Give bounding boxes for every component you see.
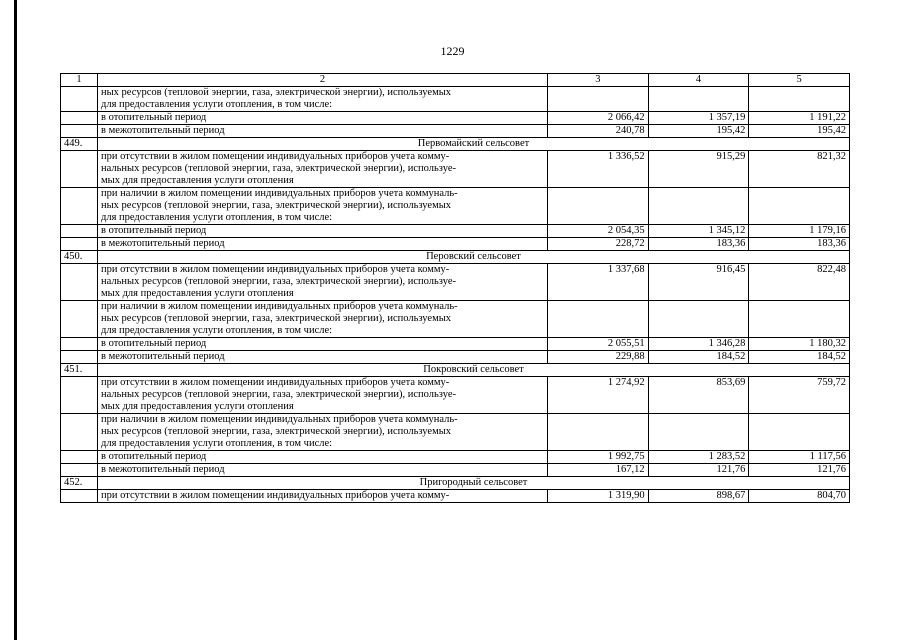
- row-number-cell: [61, 225, 98, 238]
- description-cell: [98, 264, 548, 301]
- value-col-5: 822,48: [749, 264, 850, 301]
- description-line: в отопительный период: [101, 338, 207, 349]
- row-number-cell: [61, 451, 98, 464]
- description-line: ных ресурсов (тепловой энергии, газа, электрической энергии), используемых: [101, 87, 452, 98]
- description-line: для предоставления услуги отопления, в том числе:: [101, 212, 333, 223]
- value-col-4: 1 357,19: [648, 112, 749, 125]
- value-col-4: 195,42: [648, 125, 749, 138]
- description-cell: [98, 490, 548, 503]
- value-col-5: 821,32: [749, 151, 850, 188]
- value-col-4: [648, 414, 749, 451]
- value-col-3: 1 274,92: [548, 377, 649, 414]
- row-number-cell: [61, 490, 98, 503]
- description-line: для предоставления услуги отопления, в том числе:: [101, 438, 333, 449]
- value-col-3: 1 336,52: [548, 151, 649, 188]
- value-col-4: 184,52: [648, 351, 749, 364]
- section-row: [61, 138, 850, 151]
- section-title: Первомайский сельсовет: [98, 138, 850, 151]
- tariff-table-body: [61, 74, 850, 503]
- value-col-5: 759,72: [749, 377, 850, 414]
- value-col-3: [548, 87, 649, 112]
- description-line: в межотопительный период: [101, 125, 225, 136]
- row-number-cell: [61, 377, 98, 414]
- row-number-cell: [61, 112, 98, 125]
- description-cell: [98, 87, 548, 112]
- value-col-3: 1 319,90: [548, 490, 649, 503]
- table-row: [61, 151, 850, 188]
- description-cell: [98, 151, 548, 188]
- value-col-4: [648, 301, 749, 338]
- row-number-cell: [61, 338, 98, 351]
- description-cell: [98, 225, 548, 238]
- table-row: [61, 464, 850, 477]
- table-header-row: [61, 74, 850, 87]
- description-cell: [98, 414, 548, 451]
- section-number: 452.: [61, 477, 98, 490]
- value-col-3: 1 337,68: [548, 264, 649, 301]
- value-col-5: 1 179,16: [749, 225, 850, 238]
- description-line: в межотопительный период: [101, 238, 225, 249]
- description-line: ных ресурсов (тепловой энергии, газа, электрической энергии), используемых: [101, 313, 452, 324]
- value-col-3: 2 054,35: [548, 225, 649, 238]
- description-cell: [98, 377, 548, 414]
- value-col-4: 121,76: [648, 464, 749, 477]
- table-row: [61, 490, 850, 503]
- value-col-5: [749, 414, 850, 451]
- description-cell: [98, 351, 548, 364]
- row-number-cell: [61, 351, 98, 364]
- table-row: [61, 188, 850, 225]
- table-row: [61, 414, 850, 451]
- value-col-5: 183,36: [749, 238, 850, 251]
- value-col-4: 1 346,28: [648, 338, 749, 351]
- value-col-5: 184,52: [749, 351, 850, 364]
- section-number: 451.: [61, 364, 98, 377]
- description-line: для предоставления услуги отопления, в том числе:: [101, 325, 333, 336]
- value-col-4: 853,69: [648, 377, 749, 414]
- value-col-4: 1 345,12: [648, 225, 749, 238]
- value-col-3: 167,12: [548, 464, 649, 477]
- description-line: в отопительный период: [101, 225, 207, 236]
- description-line: мых для предоставления услуги отопления: [101, 288, 294, 299]
- value-col-3: [548, 301, 649, 338]
- section-number: 450.: [61, 251, 98, 264]
- value-col-3: [548, 414, 649, 451]
- value-col-4: [648, 188, 749, 225]
- page-binding-edge: [14, 0, 17, 640]
- description-line: в отопительный период: [101, 451, 207, 462]
- description-cell: [98, 338, 548, 351]
- section-row: [61, 251, 850, 264]
- value-col-3: [548, 188, 649, 225]
- description-cell: [98, 301, 548, 338]
- value-col-4: 915,29: [648, 151, 749, 188]
- description-line: при отсутствии в жилом помещении индивидуальных приборов учета комму-: [101, 490, 450, 501]
- description-line: мых для предоставления услуги отопления: [101, 401, 294, 412]
- value-col-5: 1 191,22: [749, 112, 850, 125]
- row-number-cell: [61, 464, 98, 477]
- table-row: [61, 451, 850, 464]
- description-line: в межотопительный период: [101, 464, 225, 475]
- value-col-5: 1 180,32: [749, 338, 850, 351]
- tariff-table: [60, 73, 850, 503]
- description-line: для предоставления услуги отопления, в том числе:: [101, 99, 333, 110]
- row-number-cell: [61, 151, 98, 188]
- header-col-4: 4: [648, 74, 749, 87]
- value-col-3: 228,72: [548, 238, 649, 251]
- table-row: [61, 264, 850, 301]
- row-number-cell: [61, 414, 98, 451]
- description-line: нальных ресурсов (тепловой энергии, газа, электрической энергии), используе-: [101, 389, 456, 400]
- section-row: [61, 477, 850, 490]
- description-line: мых для предоставления услуги отопления: [101, 175, 294, 186]
- section-title: Пригородный сельсовет: [98, 477, 850, 490]
- section-title: Покровский сельсовет: [98, 364, 850, 377]
- description-line: ных ресурсов (тепловой энергии, газа, электрической энергии), используемых: [101, 426, 452, 437]
- value-col-5: 195,42: [749, 125, 850, 138]
- header-col-5: 5: [749, 74, 850, 87]
- row-number-cell: [61, 87, 98, 112]
- header-col-3: 3: [548, 74, 649, 87]
- table-row: [61, 338, 850, 351]
- value-col-5: 1 117,56: [749, 451, 850, 464]
- row-number-cell: [61, 301, 98, 338]
- table-row: [61, 125, 850, 138]
- section-title: Перовский сельсовет: [98, 251, 850, 264]
- value-col-3: 229,88: [548, 351, 649, 364]
- description-line: при отсутствии в жилом помещении индивидуальных приборов учета комму-: [101, 264, 450, 275]
- table-row: [61, 112, 850, 125]
- description-cell: [98, 238, 548, 251]
- row-number-cell: [61, 125, 98, 138]
- description-line: в отопительный период: [101, 112, 207, 123]
- description-cell: [98, 188, 548, 225]
- description-line: при отсутствии в жилом помещении индивидуальных приборов учета комму-: [101, 151, 450, 162]
- table-row: [61, 87, 850, 112]
- description-cell: [98, 112, 548, 125]
- value-col-3: 240,78: [548, 125, 649, 138]
- table-row: [61, 238, 850, 251]
- header-col-2: 2: [98, 74, 548, 87]
- description-line: при отсутствии в жилом помещении индивидуальных приборов учета комму-: [101, 377, 450, 388]
- description-line: ных ресурсов (тепловой энергии, газа, электрической энергии), используемых: [101, 200, 452, 211]
- section-number: 449.: [61, 138, 98, 151]
- value-col-3: 1 992,75: [548, 451, 649, 464]
- value-col-5: [749, 87, 850, 112]
- row-number-cell: [61, 264, 98, 301]
- description-cell: [98, 464, 548, 477]
- row-number-cell: [61, 238, 98, 251]
- value-col-3: 2 066,42: [548, 112, 649, 125]
- value-col-5: [749, 188, 850, 225]
- description-line: в межотопительный период: [101, 351, 225, 362]
- description-cell: [98, 125, 548, 138]
- value-col-4: 916,45: [648, 264, 749, 301]
- header-col-1: 1: [61, 74, 98, 87]
- section-row: [61, 364, 850, 377]
- value-col-4: 183,36: [648, 238, 749, 251]
- value-col-5: 804,70: [749, 490, 850, 503]
- table-row: [61, 225, 850, 238]
- description-line: нальных ресурсов (тепловой энергии, газа, электрической энергии), используе-: [101, 276, 456, 287]
- value-col-4: 898,67: [648, 490, 749, 503]
- page-number: 1229: [440, 44, 465, 58]
- value-col-5: 121,76: [749, 464, 850, 477]
- description-line: при наличии в жилом помещении индивидуальных приборов учета коммуналь-: [101, 414, 458, 425]
- row-number-cell: [61, 188, 98, 225]
- description-line: при наличии в жилом помещении индивидуальных приборов учета коммуналь-: [101, 188, 458, 199]
- table-row: [61, 377, 850, 414]
- value-col-5: [749, 301, 850, 338]
- description-line: нальных ресурсов (тепловой энергии, газа, электрической энергии), используе-: [101, 163, 456, 174]
- description-cell: [98, 451, 548, 464]
- value-col-3: 2 055,51: [548, 338, 649, 351]
- value-col-4: [648, 87, 749, 112]
- table-row: [61, 351, 850, 364]
- value-col-4: 1 283,52: [648, 451, 749, 464]
- description-line: при наличии в жилом помещении индивидуальных приборов учета коммуналь-: [101, 301, 458, 312]
- table-row: [61, 301, 850, 338]
